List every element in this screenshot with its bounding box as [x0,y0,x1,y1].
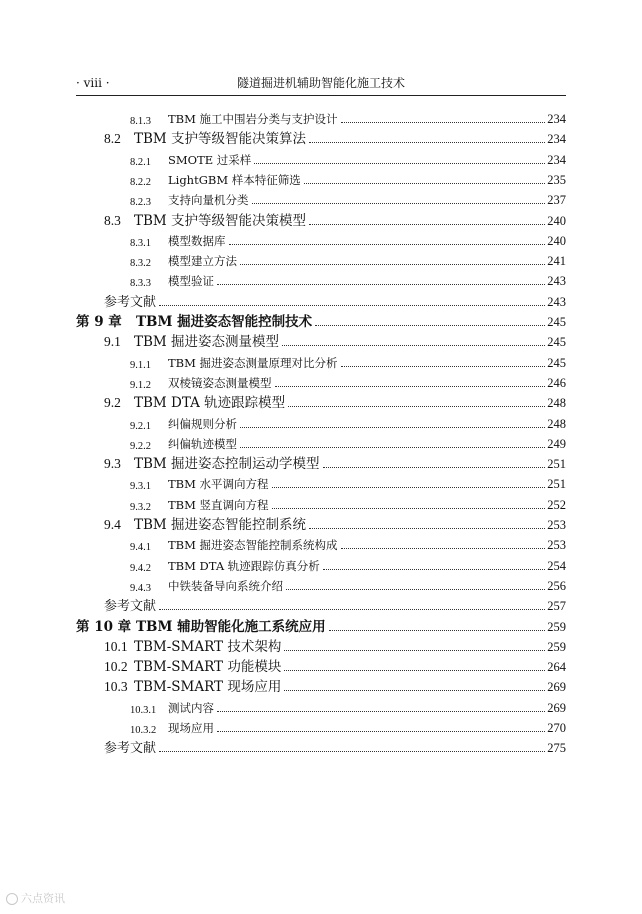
toc-leader-dots [341,122,546,123]
toc-section-entry[interactable] [104,637,566,655]
toc-entry-number: 9.2.2 [130,440,151,452]
toc-entry-number: 8.2.3 [130,197,151,209]
toc-entry-page: 235 [547,172,566,187]
toc-leader-dots [229,244,546,245]
toc-section-entry[interactable] [130,190,566,208]
toc-entry-number: 9.3 [104,456,121,472]
toc-entry-title: TBM 掘进姿态智能控制系统 [134,517,307,533]
toc-entry-number: 10.3 [104,679,128,695]
toc-leader-dots [309,528,545,529]
toc-section-entry[interactable] [130,535,566,553]
toc-section-entry[interactable] [104,677,566,695]
toc-entry-title: 参考文献 [104,599,157,615]
toc-section-entry[interactable] [130,414,566,432]
toc-entry-page: 275 [547,741,566,756]
toc-entry-page: 253 [547,538,566,553]
toc-entry-title: TBM 掘进姿态智能控制技术 [136,314,313,330]
toc-leader-dots [159,751,545,752]
toc-references-entry[interactable] [104,596,566,614]
toc-references-entry[interactable] [104,292,566,310]
toc-section-entry[interactable] [130,718,566,736]
toc-entry-page: 252 [547,497,566,512]
toc-leader-dots [272,508,546,509]
toc-entry-title: 支持向量机分类 [168,193,249,208]
toc-entry-number: 9.4.3 [130,582,151,594]
toc-section-entry[interactable] [104,454,566,472]
book-title: 隧道掘进机辅助智能化施工技术 [236,76,405,90]
watermark [6,890,65,906]
toc-leader-dots [252,203,546,204]
toc-entry-title: 中铁装备导向系统介绍 [168,578,283,593]
toc-entry-title: TBM 辅助智能化施工系统应用 [136,618,326,635]
toc-entry-title: 现场应用 [168,721,214,735]
watermark-logo-icon [6,893,18,905]
toc-entry-title: 纠偏规则分析 [168,416,237,431]
toc-entry-title: SMOTE 过采样 [168,152,252,167]
toc-entry-number: 8.3.2 [130,258,151,270]
toc-entry-page: 256 [547,578,566,593]
toc-entry-number: 8.2.2 [130,176,151,188]
toc-section-entry[interactable] [130,474,566,492]
toc-entry-page: 248 [547,396,566,411]
toc-entry-title: TBM-SMART 技术架构 [134,638,282,655]
toc-entry-page: 245 [547,315,566,329]
toc-entry-number: 9.1 [104,334,121,350]
toc-leader-dots [309,142,545,143]
toc-entry-page: 234 [547,152,566,167]
toc-entry-title: 模型验证 [168,274,214,289]
toc-leader-dots [217,731,545,732]
toc-section-entry[interactable] [104,332,566,350]
toc-entry-number: 9.4.1 [130,542,151,554]
toc-entry-number: 9.3.2 [130,501,151,513]
toc-entry-number: 10.3.2 [130,725,157,736]
toc-entry-number: 9.2 [104,395,121,411]
toc-section-entry[interactable] [130,353,566,371]
toc-section-entry[interactable] [130,150,566,168]
toc-leader-dots [275,386,546,387]
toc-references-entry[interactable] [104,738,566,756]
toc-entry-number: 第 10 章 [76,618,132,635]
toc-leader-dots [288,406,545,407]
toc-entry-page: 241 [547,254,566,269]
toc-leader-dots [323,569,545,570]
toc-entry-page: 240 [547,213,566,228]
toc-section-entry[interactable] [130,373,566,391]
toc-section-entry[interactable] [130,251,566,269]
toc-entry-page: 253 [547,518,566,532]
toc-entry-page: 243 [547,294,566,309]
page-number-label: · viii · [76,76,110,90]
toc-entry-title: TBM 掘进姿态测量原理对比分析 [168,355,338,370]
toc-entry-title: TBM 支护等级智能决策算法 [134,131,307,148]
toc-section-entry[interactable] [130,576,566,594]
toc-entry-page: 243 [547,274,566,289]
toc-section-entry[interactable] [104,129,566,147]
toc-entry-page: 246 [547,375,566,390]
toc-entry-number: 8.2 [104,131,121,147]
toc-entry-number: 8.3.3 [130,278,151,290]
toc-chapter-entry[interactable] [76,312,566,330]
toc-entry-title: TBM 施工中围岩分类与支护设计 [168,112,338,126]
toc-section-entry[interactable] [104,393,566,411]
toc-entry-page: 251 [547,457,566,472]
toc-entry-title: TBM-SMART 功能模块 [134,659,282,676]
toc-entry-page: 270 [547,721,566,735]
toc-leader-dots [284,670,545,671]
toc-section-entry[interactable] [104,515,566,533]
toc-leader-dots [315,325,545,326]
toc-entry-title: 双棱镜姿态测量模型 [168,375,272,390]
toc-entry-page: 269 [547,700,566,715]
toc-entry-page: 257 [547,599,566,614]
toc-section-entry[interactable] [104,211,566,229]
toc-entry-page: 240 [547,233,566,248]
toc-leader-dots [323,467,546,468]
toc-leader-dots [341,366,546,367]
toc-entry-number: 8.3 [104,212,121,228]
toc-entry-page: 234 [547,112,566,126]
toc-entry-page: 245 [547,355,566,370]
toc-entry-title: TBM 掘进姿态控制运动学模型 [134,456,320,473]
toc-entry-title: 测试内容 [168,700,214,715]
toc-leader-dots [282,345,545,346]
toc-entry-page: 264 [547,660,566,675]
toc-entry-number: 9.2.1 [130,420,151,432]
toc-entry-title: 参考文献 [104,294,157,310]
toc-entry-title: LightGBM 样本特征筛选 [168,172,301,187]
toc-leader-dots [240,264,545,265]
toc-section-entry[interactable] [104,657,566,675]
toc-section-entry[interactable] [130,556,566,574]
toc-section-entry[interactable] [130,271,566,289]
toc-leader-dots [217,711,545,712]
toc-leader-dots [159,609,545,610]
toc-leader-dots [240,447,545,448]
toc-entry-page: 259 [547,619,566,634]
toc-leader-dots [304,183,545,184]
toc-entry-page: 249 [547,436,566,451]
toc-leader-dots [240,427,545,428]
toc-entry-page: 248 [547,416,566,431]
toc-entry-title: TBM 掘进姿态测量模型 [134,334,280,351]
toc-entry-number: 9.4.2 [130,562,151,574]
toc-entry-title: TBM DTA 轨迹跟踪模型 [134,395,286,412]
toc-entry-title: TBM 掘进姿态智能控制系统构成 [168,538,338,553]
toc-entry-title: TBM 竖直调向方程 [168,497,269,512]
toc-entry-number: 9.4 [104,517,121,532]
toc-section-entry[interactable] [130,231,566,249]
toc-entry-title: TBM 水平调向方程 [168,477,269,492]
toc-section-entry[interactable] [130,170,566,188]
toc-entry-number: 9.1.2 [130,379,151,391]
toc-entry-title: TBM 支护等级智能决策模型 [134,212,307,229]
toc-section-entry[interactable] [130,495,566,513]
toc-entry-title: 参考文献 [104,741,157,757]
toc-entry-number: 9.3.1 [130,481,151,493]
toc-leader-dots [341,548,546,549]
toc-leader-dots [284,690,545,691]
toc-entry-number: 第 9 章 [76,314,122,330]
toc-leader-dots [284,650,545,651]
toc-leader-dots [329,630,546,631]
toc-entry-page: 245 [547,335,566,350]
toc-leader-dots [217,284,545,285]
toc-entry-number: 8.3.1 [130,237,151,249]
toc-entry-number: 10.2 [104,659,128,675]
toc-entry-page: 234 [547,132,566,147]
toc-entry-page: 237 [547,193,566,208]
toc-entry-page: 259 [547,639,566,654]
toc-leader-dots [272,487,546,488]
toc-entry-page: 251 [547,477,566,492]
toc-entry-title: 模型建立方法 [168,254,237,269]
toc-entry-title: 纠偏轨迹模型 [168,436,237,451]
toc-entry-title: TBM-SMART 现场应用 [134,679,282,696]
toc-entry-number: 9.1.1 [130,359,151,371]
toc-section-entry[interactable] [130,434,566,452]
toc-entry-title: TBM DTA 轨迹跟踪仿真分析 [168,558,320,573]
toc-section-entry[interactable] [130,698,566,716]
toc-section-entry[interactable] [130,109,566,127]
watermark-text: 六点资讯 [21,892,65,905]
toc-entry-number: 8.1.3 [130,116,151,127]
toc-entry-page: 269 [547,680,566,695]
toc-leader-dots [254,163,545,164]
toc-entry-number: 10.3.1 [130,704,157,716]
toc-entry-number: 10.1 [104,638,128,654]
toc-entry-page: 254 [547,558,566,573]
toc-leader-dots [159,305,545,306]
toc-leader-dots [309,224,545,225]
toc-chapter-entry[interactable] [76,617,566,635]
toc-entry-title: 模型数据库 [168,233,226,248]
toc-entry-number: 8.2.1 [130,156,151,168]
toc-leader-dots [286,589,545,590]
